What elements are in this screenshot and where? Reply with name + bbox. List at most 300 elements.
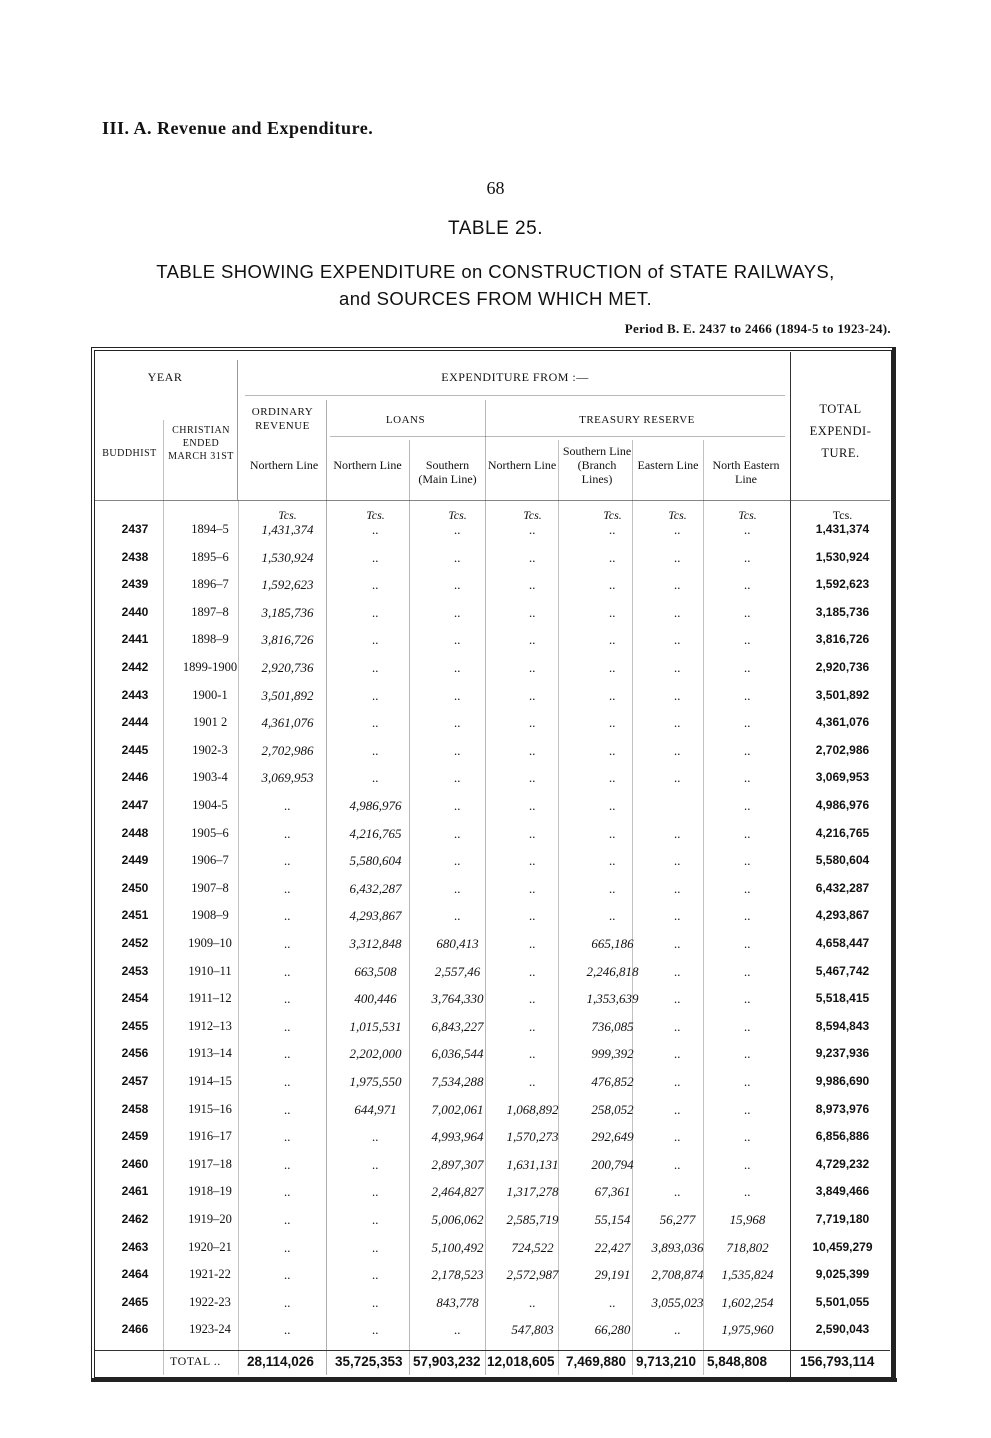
cell-treasury-southern: .. <box>609 522 616 537</box>
cell-treasury-northern: 1,631,131 <box>506 1156 559 1172</box>
cell-treasury-eastern: .. <box>674 660 681 675</box>
cell-christian-year: 1904-5 <box>192 798 228 812</box>
cell-buddhist-year: 2454 <box>121 991 149 1006</box>
cell-total-expenditure: 8,594,843 <box>815 1018 870 1033</box>
unit-tr-southern: Tcs. <box>603 508 622 522</box>
total-loan-southern: 57,903,232 <box>413 1354 481 1369</box>
cell-ordinary-northern: 2,920,736 <box>261 660 314 675</box>
cell-loan-northern: .. <box>372 742 379 758</box>
cell-treasury-northern: 724,522 <box>511 1239 554 1255</box>
cell-treasury-north-eastern: .. <box>744 1018 751 1034</box>
cell-treasury-eastern: .. <box>674 908 681 924</box>
cell-loan-southern: .. <box>454 825 461 841</box>
cell-ordinary-northern: 3,501,892 <box>261 687 314 703</box>
cell-treasury-north-eastern: .. <box>744 1101 751 1117</box>
cell-loan-northern: .. <box>372 687 379 703</box>
table-row <box>95 1102 890 1130</box>
cell-treasury-north-eastern: .. <box>744 1156 751 1172</box>
cell-christian-year: 1910–11 <box>188 963 232 978</box>
header-loan-northern: Northern Line <box>333 458 402 472</box>
cell-ordinary-northern: 1,431,374 <box>261 522 314 537</box>
header-tr-north-eastern: North Eastern Line <box>712 458 780 486</box>
header-tr-eastern: Eastern Line <box>637 458 699 472</box>
frame-shadow-bottom <box>91 1378 897 1382</box>
cell-treasury-northern: .. <box>529 632 536 648</box>
cell-treasury-eastern: .. <box>674 936 681 951</box>
cell-ordinary-northern: .. <box>284 1322 291 1338</box>
cell-treasury-southern: 476,852 <box>591 1074 634 1089</box>
cell-loan-southern: 6,843,227 <box>431 1018 484 1034</box>
cell-loan-northern: 400,446 <box>354 991 397 1007</box>
table-row <box>95 881 890 909</box>
cell-loan-northern: 3,312,848 <box>349 936 402 951</box>
cell-loan-southern: .. <box>454 742 461 758</box>
cell-buddhist-year: 2444 <box>121 715 149 730</box>
cell-loan-northern: .. <box>372 1267 379 1283</box>
cell-ordinary-northern: 3,816,726 <box>261 632 314 648</box>
cell-treasury-north-eastern: .. <box>744 880 751 896</box>
cell-treasury-north-eastern: .. <box>744 715 751 731</box>
table-row <box>95 853 890 881</box>
cell-treasury-eastern: 3,893,036 <box>651 1239 704 1255</box>
table-row <box>95 1019 890 1047</box>
cell-treasury-north-eastern: .. <box>744 936 751 951</box>
cell-total-expenditure: 5,580,604 <box>815 853 870 868</box>
cell-loan-southern: .. <box>454 577 461 593</box>
table-row <box>95 1157 890 1185</box>
table-row <box>95 1240 890 1268</box>
cell-total-expenditure: 3,069,953 <box>815 770 870 785</box>
cell-treasury-northern: .. <box>529 991 536 1007</box>
cell-christian-year: 1898–9 <box>191 632 229 647</box>
cell-buddhist-year: 2446 <box>121 770 149 785</box>
cell-treasury-northern: .. <box>529 825 536 841</box>
cell-treasury-north-eastern: .. <box>744 660 751 675</box>
cell-treasury-southern: 200,794 <box>591 1156 634 1172</box>
cell-christian-year: 1919–20 <box>188 1212 232 1226</box>
cell-christian-year: 1902-3 <box>192 742 228 757</box>
total-tr-eastern: 9,713,210 <box>636 1354 697 1369</box>
cell-total-expenditure: 6,432,287 <box>815 880 870 895</box>
cell-loan-southern: .. <box>454 1322 461 1338</box>
cell-buddhist-year: 2439 <box>121 577 149 592</box>
cell-treasury-northern: .. <box>529 715 536 731</box>
cell-treasury-eastern: .. <box>674 1018 681 1034</box>
cell-loan-northern: .. <box>372 1239 379 1255</box>
cell-total-expenditure: 4,293,867 <box>815 908 870 923</box>
cell-treasury-eastern: 3,055,023 <box>651 1294 704 1310</box>
cell-treasury-southern: .. <box>609 660 616 675</box>
header-christian: CHRISTIAN ENDED MARCH 31ST <box>168 425 234 462</box>
totals-label: TOTAL .. <box>170 1354 221 1368</box>
cell-buddhist-year: 2451 <box>121 908 149 923</box>
cell-christian-year: 1896–7 <box>191 577 229 592</box>
cell-total-expenditure: 8,973,976 <box>815 1101 870 1116</box>
unit-loan-southern: Tcs. <box>448 508 467 522</box>
cell-total-expenditure: 4,658,447 <box>815 936 870 950</box>
cell-christian-year: 1907–8 <box>191 880 229 895</box>
table-row <box>95 798 890 826</box>
cell-treasury-north-eastern: 1,602,254 <box>721 1294 774 1310</box>
total-ord: 28,114,026 <box>247 1354 314 1369</box>
cell-treasury-eastern: .. <box>674 770 681 786</box>
cell-loan-southern: .. <box>454 853 461 869</box>
cell-treasury-northern: .. <box>529 660 536 675</box>
cell-loan-southern: 7,534,288 <box>431 1074 484 1089</box>
table-row <box>95 908 890 936</box>
cell-ordinary-northern: .. <box>284 1184 291 1200</box>
cell-ordinary-northern: .. <box>284 880 291 896</box>
cell-total-expenditure: 4,216,765 <box>815 825 870 840</box>
cell-ordinary-northern: .. <box>284 908 291 924</box>
cell-christian-year: 1906–7 <box>191 853 229 868</box>
cell-total-expenditure: 4,986,976 <box>815 798 870 812</box>
cell-total-expenditure: 6,856,886 <box>815 1129 870 1144</box>
cell-buddhist-year: 2450 <box>121 880 149 895</box>
cell-total-expenditure: 10,459,279 <box>812 1239 873 1254</box>
cell-treasury-southern: .. <box>609 908 616 924</box>
cell-ordinary-northern: .. <box>284 1156 291 1172</box>
cell-loan-northern: 4,293,867 <box>349 908 402 924</box>
cell-treasury-southern: .. <box>609 880 616 896</box>
cell-loan-northern: .. <box>372 549 379 565</box>
cell-treasury-north-eastern: .. <box>744 798 751 813</box>
cell-loan-southern: .. <box>454 660 461 675</box>
cell-christian-year: 1915–16 <box>188 1101 232 1116</box>
cell-treasury-southern: .. <box>609 577 616 593</box>
header-tr-northern: Northern Line <box>487 458 557 472</box>
cell-treasury-eastern: .. <box>674 880 681 896</box>
cell-treasury-northern: .. <box>529 604 536 620</box>
unit-ord: Tcs. <box>278 508 297 522</box>
cell-ordinary-northern: .. <box>284 1018 291 1034</box>
cell-treasury-northern: .. <box>529 936 536 951</box>
cell-christian-year: 1895–6 <box>191 549 229 564</box>
cell-loan-northern: .. <box>372 715 379 731</box>
cell-treasury-eastern: .. <box>674 853 681 869</box>
cell-loan-northern: .. <box>372 577 379 593</box>
cell-ordinary-northern: .. <box>284 1074 291 1089</box>
cell-christian-year: 1909–10 <box>188 936 232 950</box>
cell-ordinary-northern: .. <box>284 825 291 841</box>
cell-total-expenditure: 9,237,936 <box>815 1046 870 1061</box>
cell-loan-northern: 5,580,604 <box>349 853 402 869</box>
table-row <box>95 605 890 633</box>
cell-buddhist-year: 2464 <box>121 1267 149 1282</box>
cell-loan-southern: .. <box>454 770 461 786</box>
cell-total-expenditure: 2,920,736 <box>815 660 870 674</box>
cell-christian-year: 1899-1900 <box>182 660 238 674</box>
cell-loan-southern: .. <box>454 522 461 537</box>
cell-treasury-southern: .. <box>609 798 616 813</box>
unit-tr-eastern: Tcs. <box>668 508 687 522</box>
cell-treasury-southern: 665,186 <box>591 936 634 951</box>
title-line-1: TABLE SHOWING EXPENDITURE on CONSTRUCTION of STATE RAILWAYS, <box>156 261 835 282</box>
cell-buddhist-year: 2442 <box>121 660 149 674</box>
cell-christian-year: 1920–21 <box>188 1239 232 1254</box>
unit-tr-northern: Tcs. <box>523 508 542 522</box>
cell-total-expenditure: 1,431,374 <box>815 522 870 536</box>
cell-treasury-northern: 2,585,719 <box>506 1212 559 1227</box>
cell-buddhist-year: 2448 <box>121 825 149 840</box>
cell-loan-northern: 663,508 <box>354 963 397 979</box>
cell-loan-southern: 2,897,307 <box>431 1156 484 1172</box>
cell-loan-northern: .. <box>372 1129 379 1145</box>
cell-buddhist-year: 2456 <box>121 1046 149 1061</box>
cell-loan-southern: 7,002,061 <box>431 1101 484 1117</box>
rule-year-right <box>237 360 238 500</box>
header-buddhist: BUDDHIST <box>102 448 157 459</box>
table-row <box>95 1212 890 1240</box>
cell-ordinary-northern: 2,702,986 <box>261 742 314 758</box>
cell-treasury-northern: .. <box>529 853 536 869</box>
cell-treasury-eastern: .. <box>674 522 681 537</box>
table-row <box>95 964 890 992</box>
cell-treasury-eastern: .. <box>674 1322 681 1338</box>
table-row <box>95 991 890 1019</box>
cell-christian-year: 1917–18 <box>188 1156 232 1171</box>
cell-loan-southern: .. <box>454 880 461 896</box>
table-number: TABLE 25. <box>448 218 543 239</box>
cell-loan-northern: .. <box>372 1212 379 1227</box>
cell-treasury-southern: 55,154 <box>594 1212 631 1227</box>
cell-christian-year: 1897–8 <box>191 604 229 619</box>
cell-ordinary-northern: .. <box>284 963 291 979</box>
total-grand: 156,793,114 <box>800 1354 875 1369</box>
total-tr-northern: 12,018,605 <box>487 1354 555 1369</box>
cell-buddhist-year: 2463 <box>121 1239 149 1254</box>
cell-buddhist-year: 2452 <box>121 936 149 950</box>
unit-total: Tcs. <box>832 508 853 522</box>
cell-ordinary-northern: .. <box>284 1267 291 1283</box>
cell-loan-northern: 1,015,531 <box>349 1018 402 1034</box>
cell-buddhist-year: 2460 <box>121 1156 149 1171</box>
cell-ordinary-northern: .. <box>284 1101 291 1117</box>
rule-header-bottom <box>95 500 890 501</box>
cell-loan-northern: .. <box>372 604 379 620</box>
cell-total-expenditure: 4,361,076 <box>815 715 870 730</box>
cell-loan-southern: 6,036,544 <box>431 1046 484 1062</box>
cell-loan-southern: .. <box>454 715 461 731</box>
cell-total-expenditure: 1,592,623 <box>815 577 870 592</box>
cell-treasury-north-eastern: .. <box>744 522 751 537</box>
cell-ordinary-northern: 3,069,953 <box>261 770 314 786</box>
cell-christian-year: 1911–12 <box>188 991 232 1006</box>
cell-treasury-eastern: .. <box>674 1101 681 1117</box>
cell-treasury-eastern: .. <box>674 1184 681 1200</box>
cell-christian-year: 1913–14 <box>188 1046 232 1061</box>
cell-loan-southern: 5,100,492 <box>431 1239 484 1255</box>
cell-buddhist-year: 2461 <box>121 1184 149 1199</box>
cell-buddhist-year: 2465 <box>121 1294 149 1309</box>
unit-tr-north-eastern: Tcs. <box>738 508 757 522</box>
cell-loan-southern: .. <box>454 604 461 620</box>
cell-loan-southern: .. <box>454 798 461 813</box>
totals-row <box>95 1354 890 1378</box>
cell-treasury-southern: 67,361 <box>594 1184 631 1200</box>
cell-treasury-southern: 292,649 <box>591 1129 634 1145</box>
cell-ordinary-northern: 4,361,076 <box>261 715 314 731</box>
cell-treasury-southern: 258,052 <box>591 1101 634 1117</box>
cell-treasury-eastern: .. <box>674 991 681 1007</box>
section-heading: III. A. Revenue and Expenditure. <box>102 118 374 138</box>
cell-total-expenditure: 5,467,742 <box>815 963 870 978</box>
cell-buddhist-year: 2458 <box>121 1101 149 1116</box>
cell-treasury-southern: .. <box>609 687 616 703</box>
cell-treasury-eastern: 56,277 <box>659 1212 696 1227</box>
total-loan-northern: 35,725,353 <box>335 1354 403 1369</box>
cell-total-expenditure: 4,729,232 <box>815 1156 870 1171</box>
cell-treasury-north-eastern: .. <box>744 770 751 786</box>
cell-christian-year: 1900-1 <box>192 687 228 702</box>
cell-treasury-northern: .. <box>529 577 536 593</box>
cell-treasury-eastern: .. <box>674 1129 681 1145</box>
table-row <box>95 770 890 798</box>
cell-treasury-northern: 1,570,273 <box>506 1129 559 1145</box>
cell-total-expenditure: 3,501,892 <box>815 687 870 702</box>
cell-treasury-north-eastern: 718,802 <box>726 1239 769 1255</box>
cell-loan-southern: .. <box>454 687 461 703</box>
cell-buddhist-year: 2459 <box>121 1129 149 1144</box>
cell-treasury-north-eastern: 1,975,960 <box>721 1322 774 1338</box>
cell-treasury-north-eastern: .. <box>744 963 751 979</box>
page-number: 68 <box>486 178 505 198</box>
cell-total-expenditure: 1,530,924 <box>815 549 870 564</box>
cell-christian-year: 1922-23 <box>189 1294 231 1309</box>
cell-ordinary-northern: 3,185,736 <box>261 604 314 620</box>
cell-treasury-north-eastern: .. <box>744 908 751 924</box>
cell-treasury-northern: .. <box>529 963 536 979</box>
header-loans: LOANS <box>385 414 426 426</box>
cell-treasury-eastern: .. <box>674 1046 681 1062</box>
title-line-2: and SOURCES FROM WHICH MET. <box>339 288 652 309</box>
cell-loan-northern: .. <box>372 1294 379 1310</box>
cell-treasury-north-eastern: 15,968 <box>729 1212 766 1227</box>
cell-christian-year: 1914–15 <box>188 1074 232 1088</box>
cell-treasury-northern: 2,572,987 <box>506 1267 559 1283</box>
table-row <box>95 522 890 550</box>
cell-christian-year: 1908–9 <box>191 908 229 923</box>
total-tr-southern: 7,469,880 <box>566 1354 627 1369</box>
cell-buddhist-year: 2447 <box>121 798 149 812</box>
frame-shadow-right <box>892 347 896 1382</box>
cell-treasury-southern: 29,191 <box>594 1267 631 1283</box>
cell-treasury-southern: .. <box>609 770 616 786</box>
cell-treasury-southern: .. <box>609 853 616 869</box>
cell-loan-southern: 4,993,964 <box>431 1129 484 1145</box>
cell-christian-year: 1923-24 <box>189 1322 231 1337</box>
cell-treasury-north-eastern: .. <box>744 604 751 620</box>
cell-loan-southern: 5,006,062 <box>431 1212 484 1227</box>
cell-loan-northern: .. <box>372 1322 379 1338</box>
cell-loan-southern: 843,778 <box>436 1294 479 1310</box>
cell-loan-southern: 2,178,523 <box>431 1267 484 1283</box>
cell-loan-southern: 680,413 <box>436 936 479 951</box>
rule-expenditure-under <box>245 395 785 396</box>
cell-loan-southern: 2,557,46 <box>434 963 481 979</box>
cell-ordinary-northern: 1,592,623 <box>261 577 314 593</box>
cell-total-expenditure: 5,518,415 <box>815 991 870 1006</box>
cell-treasury-northern: .. <box>529 770 536 786</box>
cell-ordinary-northern: .. <box>284 991 291 1007</box>
cell-christian-year: 1901 2 <box>192 715 228 730</box>
table-row <box>95 1322 890 1350</box>
table-row <box>95 688 890 716</box>
cell-loan-southern: .. <box>454 908 461 924</box>
cell-treasury-southern: 999,392 <box>591 1046 634 1062</box>
cell-treasury-north-eastern: .. <box>744 742 751 758</box>
cell-treasury-north-eastern: .. <box>744 1074 751 1089</box>
cell-treasury-northern: 1,068,892 <box>506 1101 559 1117</box>
cell-treasury-north-eastern: 1,535,824 <box>721 1267 774 1283</box>
cell-treasury-north-eastern: .. <box>744 825 751 841</box>
cell-treasury-northern: .. <box>529 1074 536 1089</box>
cell-buddhist-year: 2443 <box>121 687 149 702</box>
cell-treasury-northern: .. <box>529 1018 536 1034</box>
cell-treasury-southern: 2,246,818 <box>586 963 639 979</box>
cell-christian-year: 1918–19 <box>188 1184 232 1199</box>
cell-christian-year: 1912–13 <box>188 1018 232 1033</box>
cell-loan-northern: .. <box>372 770 379 786</box>
cell-buddhist-year: 2453 <box>121 963 149 978</box>
header-ordinary-revenue: ORDINARY REVENUE <box>251 406 314 432</box>
cell-treasury-southern: .. <box>609 632 616 648</box>
cell-ordinary-northern: .. <box>284 936 291 951</box>
cell-loan-southern: 2,464,827 <box>431 1184 484 1200</box>
cell-treasury-north-eastern: .. <box>744 632 751 648</box>
table-row <box>95 1046 890 1074</box>
cell-treasury-north-eastern: .. <box>744 1129 751 1145</box>
header-treasury-reserve: TREASURY RESERVE <box>579 414 695 426</box>
cell-loan-northern: 644,971 <box>354 1101 397 1117</box>
cell-buddhist-year: 2466 <box>121 1322 149 1337</box>
cell-total-expenditure: 5,501,055 <box>815 1294 870 1309</box>
cell-buddhist-year: 2445 <box>121 742 149 757</box>
cell-treasury-northern: .. <box>529 1046 536 1062</box>
table-row <box>95 1267 890 1295</box>
cell-buddhist-year: 2457 <box>121 1074 149 1088</box>
header-expenditure-from: EXPENDITURE FROM :— <box>441 370 589 384</box>
cell-total-expenditure: 3,816,726 <box>815 632 870 647</box>
cell-total-expenditure: 9,986,690 <box>815 1074 870 1088</box>
table-row <box>95 577 890 605</box>
cell-treasury-southern: .. <box>609 604 616 620</box>
cell-total-expenditure: 7,719,180 <box>815 1212 870 1226</box>
rule-sources-under <box>330 436 785 437</box>
cell-treasury-northern: .. <box>529 687 536 703</box>
table-row <box>95 632 890 660</box>
cell-buddhist-year: 2437 <box>121 522 149 536</box>
cell-ordinary-northern: .. <box>284 1129 291 1145</box>
cell-buddhist-year: 2441 <box>121 632 149 647</box>
cell-treasury-eastern: .. <box>674 963 681 979</box>
cell-treasury-north-eastern: .. <box>744 1046 751 1062</box>
cell-treasury-northern: .. <box>529 1294 536 1310</box>
cell-treasury-north-eastern: .. <box>744 853 751 869</box>
cell-buddhist-year: 2455 <box>121 1018 149 1033</box>
cell-loan-southern: .. <box>454 632 461 648</box>
header-total: TOTAL EXPENDI- TURE. <box>809 402 872 460</box>
cell-total-expenditure: 2,702,986 <box>815 742 870 757</box>
cell-ordinary-northern: 1,530,924 <box>261 549 314 565</box>
cell-treasury-northern: 1,317,278 <box>506 1184 559 1200</box>
cell-treasury-north-eastern: .. <box>744 577 751 593</box>
cell-treasury-eastern: .. <box>674 687 681 703</box>
cell-treasury-north-eastern: .. <box>744 687 751 703</box>
cell-christian-year: 1921-22 <box>189 1267 231 1282</box>
cell-total-expenditure: 3,849,466 <box>815 1184 870 1199</box>
cell-treasury-northern: .. <box>529 880 536 896</box>
